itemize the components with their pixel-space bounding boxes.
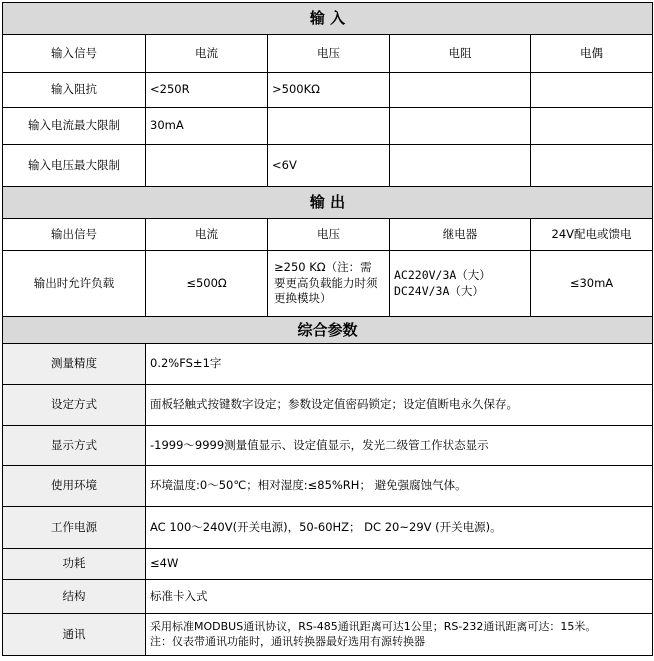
general-row-display xyxy=(3,426,653,466)
output-header-cell: 输出信号 xyxy=(3,219,146,251)
general-row-environment xyxy=(3,466,653,507)
row-label: 通讯 xyxy=(3,614,146,656)
input-row-voltage-limit xyxy=(3,145,653,187)
output-header-cell: 继电器 xyxy=(390,219,531,251)
cell-value: >500KΩ xyxy=(268,73,390,108)
row-label: 测量精度 xyxy=(3,344,146,385)
cell-value: 面板轻触式按键数字设定；参数设定值密码锁定；设定值断电永久保存。 xyxy=(146,385,653,426)
row-label: 结构 xyxy=(3,580,146,614)
output-header-cell: 电流 xyxy=(146,219,268,251)
cell-value: -1999～9999测量值显示、设定值显示，发光二级管工作状态显示 xyxy=(146,426,653,466)
row-label: 功耗 xyxy=(3,549,146,580)
cell-value: AC220V/3A（大） DC24V/3A（大） xyxy=(390,251,531,317)
output-header-row xyxy=(3,219,653,251)
cell-value: 标准卡入式 xyxy=(146,580,653,614)
cell-value xyxy=(146,145,268,187)
cell-value: <250R xyxy=(146,73,268,108)
input-header-cell: 电阻 xyxy=(390,35,531,73)
cell-value xyxy=(390,108,531,145)
output-header-cell: 24V配电或馈电 xyxy=(531,219,653,251)
input-header-cell: 电流 xyxy=(146,35,268,73)
cell-value xyxy=(531,73,653,108)
cell-value: <6V xyxy=(268,145,390,187)
general-row-structure xyxy=(3,580,653,614)
row-label: 输入电压最大限制 xyxy=(3,145,146,187)
cell-value xyxy=(268,108,390,145)
input-section-title: 输 入 xyxy=(3,3,653,35)
general-row-power xyxy=(3,507,653,549)
cell-value: 采用标准MODBUS通讯协议，RS-485通讯距离可达1公里；RS-232通讯距离可达：15米。 注：仪表带通讯功能时，通讯转换器最好选用有源转换器 xyxy=(146,614,653,656)
input-row-current-limit xyxy=(3,108,653,145)
input-header-cell: 输入信号 xyxy=(3,35,146,73)
input-header-cell: 电偶 xyxy=(531,35,653,73)
cell-value: 0.2%FS±1字 xyxy=(146,344,653,385)
row-label: 输入阻抗 xyxy=(3,73,146,108)
output-section-header xyxy=(3,187,653,219)
output-section-title: 输 出 xyxy=(3,187,653,219)
cell-value xyxy=(531,145,653,187)
output-row-load xyxy=(3,251,653,317)
general-row-setting xyxy=(3,385,653,426)
general-row-consumption xyxy=(3,549,653,580)
cell-value xyxy=(390,145,531,187)
row-label: 显示方式 xyxy=(3,426,146,466)
cell-value: AC 100～240V(开关电源)，50-60HZ； DC 20~29V (开关电源)。 xyxy=(146,507,653,549)
general-section-header xyxy=(3,317,653,344)
general-section-title: 综合参数 xyxy=(3,317,653,344)
row-label: 输入电流最大限制 xyxy=(3,108,146,145)
cell-value: ≥250 KΩ（注：需要更高负载能力时须更换模块） xyxy=(268,251,390,317)
cell-value: 30mA xyxy=(146,108,268,145)
cell-value: ≤30mA xyxy=(531,251,653,317)
input-row-impedance xyxy=(3,73,653,108)
cell-value: ≤500Ω xyxy=(146,251,268,317)
spec-table xyxy=(2,2,653,656)
cell-value: 环境温度:0～50℃；相对湿度:≤85%RH； 避免强腐蚀气体。 xyxy=(146,466,653,507)
input-header-cell: 电压 xyxy=(268,35,390,73)
general-row-communication xyxy=(3,614,653,656)
cell-value xyxy=(531,108,653,145)
row-label: 工作电源 xyxy=(3,507,146,549)
cell-value: ≤4W xyxy=(146,549,653,580)
row-label: 输出时允许负载 xyxy=(3,251,146,317)
row-label: 使用环境 xyxy=(3,466,146,507)
input-section-header xyxy=(3,3,653,35)
cell-value xyxy=(390,73,531,108)
output-header-cell: 电压 xyxy=(268,219,390,251)
general-row-accuracy xyxy=(3,344,653,385)
input-header-row xyxy=(3,35,653,73)
row-label: 设定方式 xyxy=(3,385,146,426)
